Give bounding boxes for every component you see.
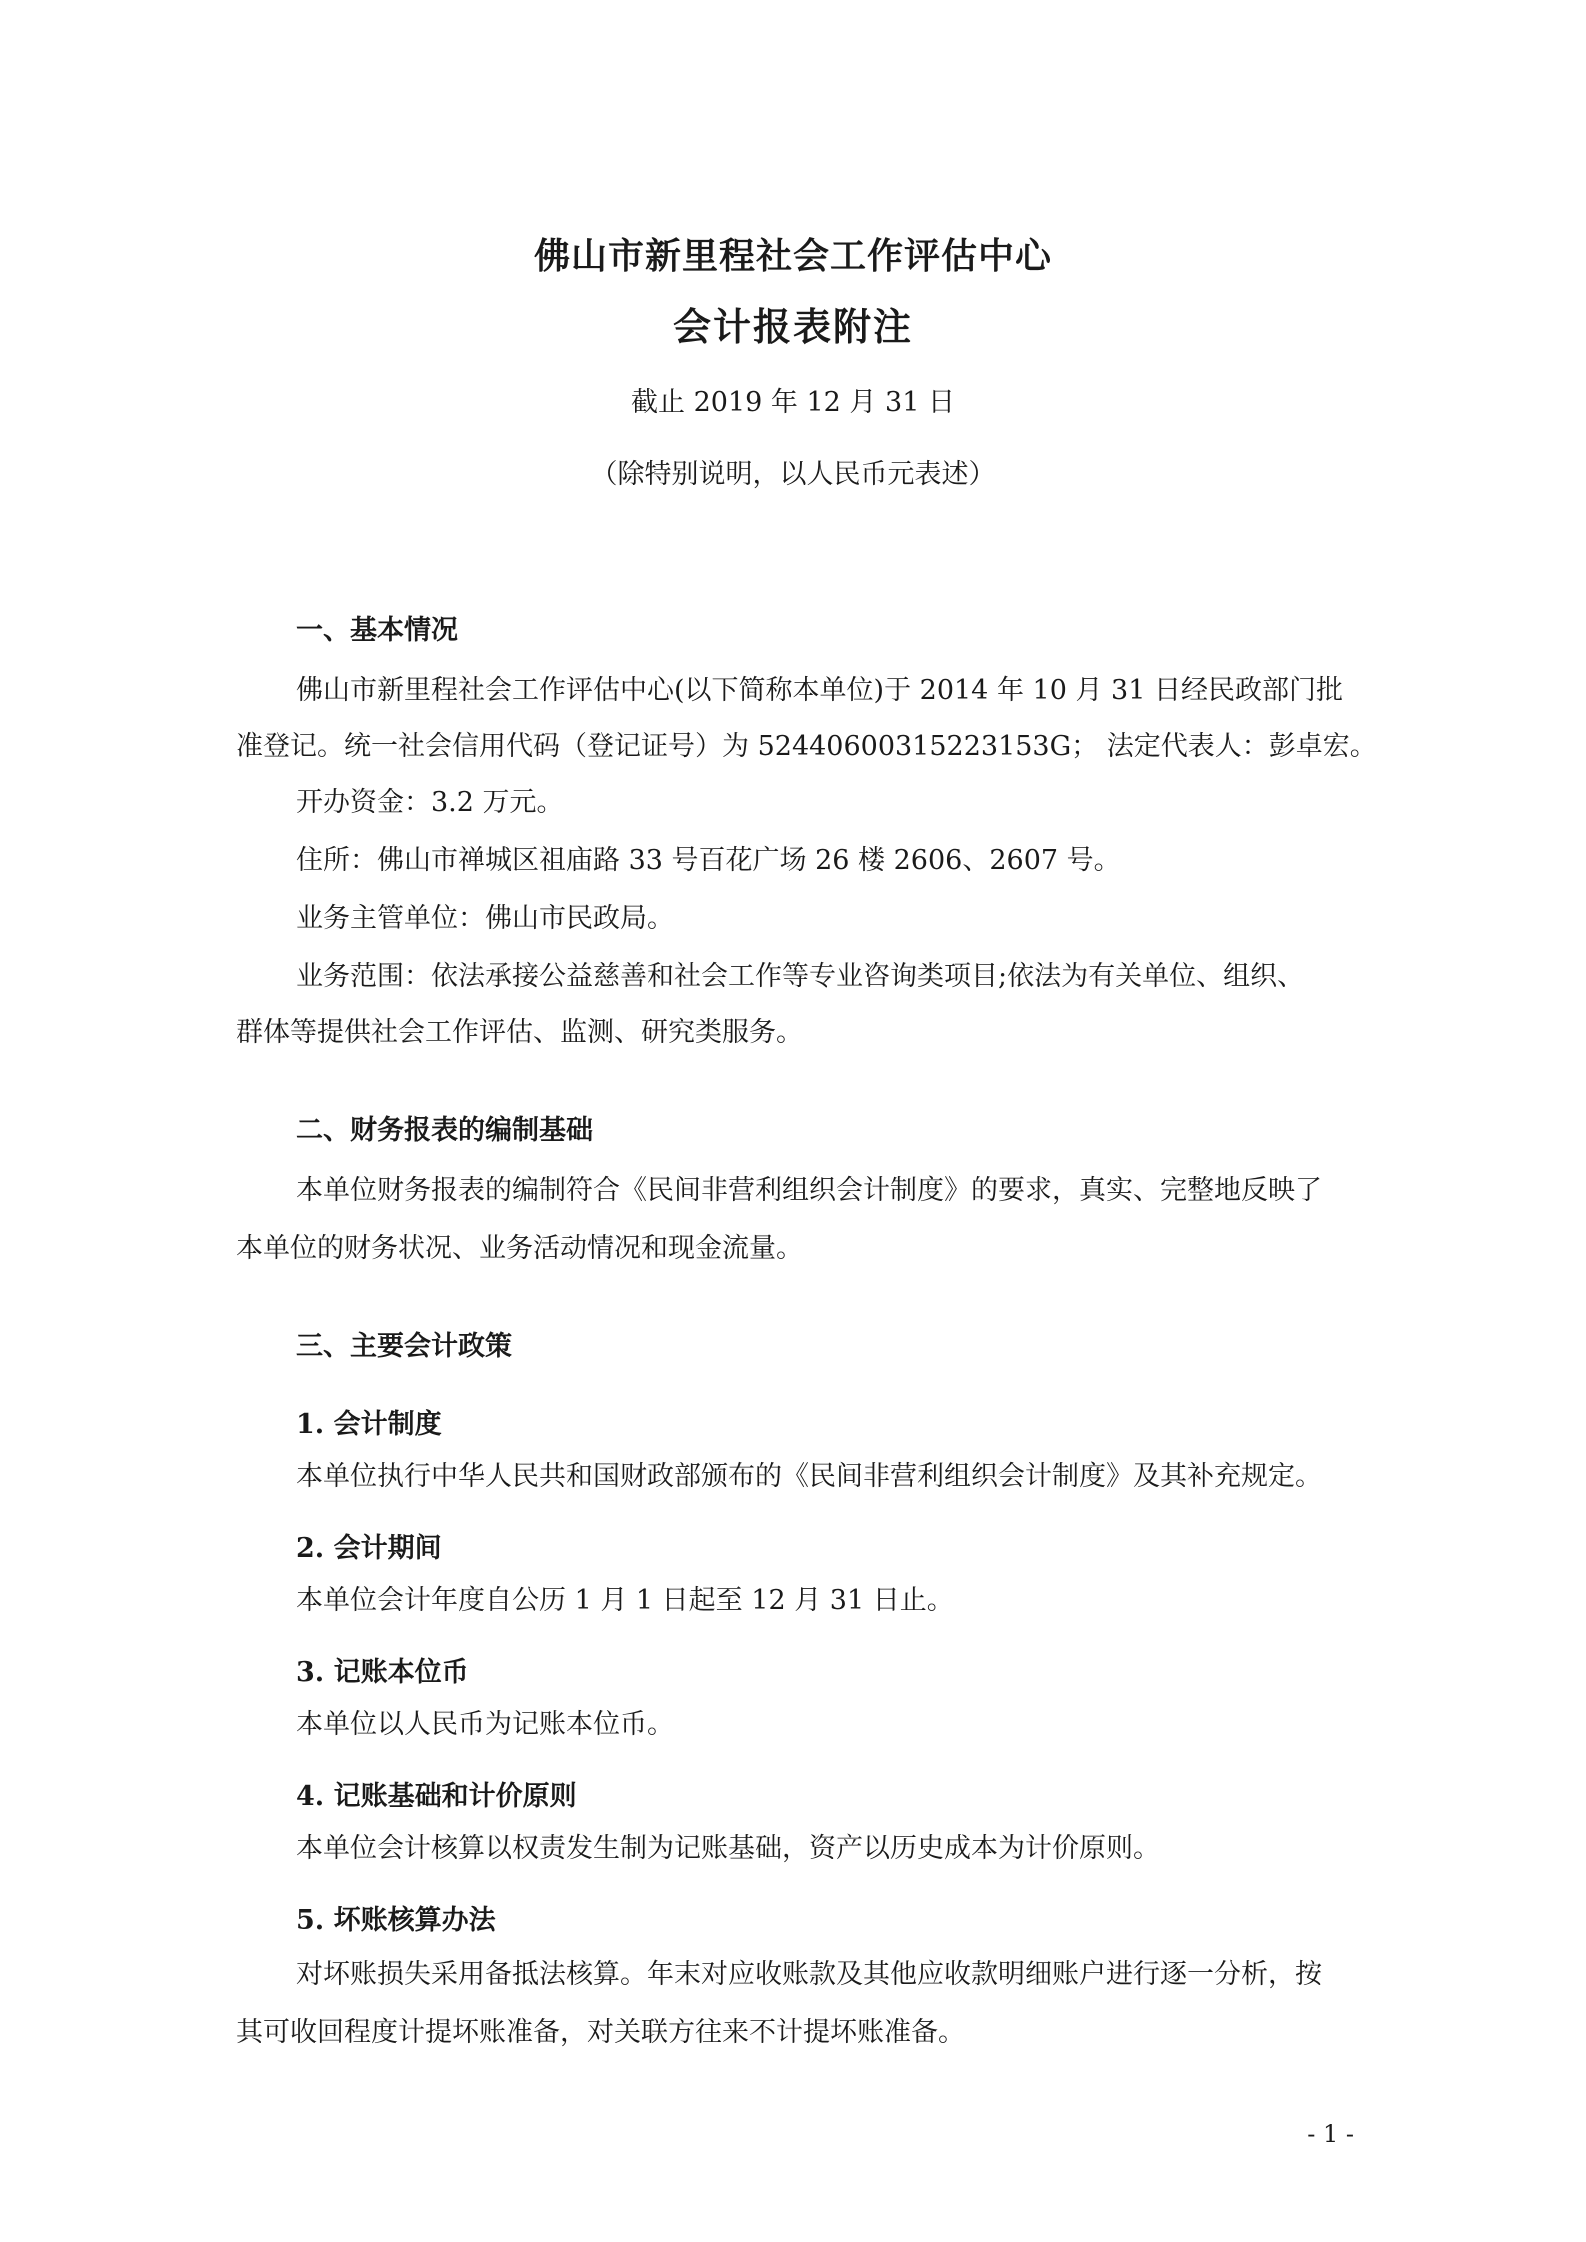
supervisor-line: 业务主管单位：佛山市民政局。 (296, 903, 674, 934)
section-1-paragraph-line-2: 准登记。统一社会信用代码（登记证号）为 52440600315223153G； 法定代表人：彭卓宏。 (236, 731, 1377, 762)
section-1-paragraph-line-1: 佛山市新里程社会工作评估中心(以下简称本单位)于 2014 年 10 月 31 日经民政部门批 (296, 675, 1343, 706)
policy-4-title: 4. 记账基础和计价原则 (296, 1781, 577, 1812)
date-line: 截止 2019 年 12 月 31 日 (631, 387, 955, 418)
scope-line-1: 业务范围：依法承接公益慈善和社会工作等专业咨询类项目;依法为有关单位、组织、 (296, 961, 1305, 992)
section-2-paragraph-line-1: 本单位财务报表的编制符合《民间非营利组织会计制度》的要求，真实、完整地反映了 (296, 1175, 1322, 1206)
policy-3-text: 本单位以人民币为记账本位币。 (296, 1709, 674, 1740)
org-name-title: 佛山市新里程社会工作评估中心 (533, 235, 1052, 277)
policy-3-title: 3. 记账本位币 (296, 1657, 469, 1688)
policy-5-text-line-2: 其可收回程度计提坏账准备，对关联方往来不计提坏账准备。 (236, 2017, 965, 2048)
document-title: 会计报表附注 (672, 304, 913, 349)
policy-1-title: 1. 会计制度 (296, 1409, 442, 1440)
section-3-heading: 三、主要会计政策 (296, 1331, 512, 1362)
capital-line: 开办资金：3.2 万元。 (296, 787, 564, 818)
policy-2-text: 本单位会计年度自公历 1 月 1 日起至 12 月 31 日止。 (296, 1585, 954, 1616)
policy-5-text-line-1: 对坏账损失采用备抵法核算。年末对应收账款及其他应收款明细账户进行逐一分析，按 (296, 1959, 1322, 1990)
scope-line-2: 群体等提供社会工作评估、监测、研究类服务。 (236, 1017, 803, 1048)
policy-2-title: 2. 会计期间 (296, 1533, 442, 1564)
currency-note: （除特别说明，以人民币元表述） (590, 459, 996, 490)
page-number: - 1 - (1307, 2120, 1354, 2148)
section-1-heading: 一、基本情况 (296, 615, 458, 646)
section-2-paragraph-line-2: 本单位的财务状况、业务活动情况和现金流量。 (236, 1233, 803, 1264)
policy-4-text: 本单位会计核算以权责发生制为记账基础，资产以历史成本为计价原则。 (296, 1833, 1160, 1864)
policy-5-title: 5. 坏账核算办法 (296, 1905, 496, 1936)
address-line: 住所：佛山市禅城区祖庙路 33 号百花广场 26 楼 2606、2607 号。 (296, 845, 1121, 876)
section-2-heading: 二、财务报表的编制基础 (296, 1115, 593, 1146)
policy-1-text: 本单位执行中华人民共和国财政部颁布的《民间非营利组织会计制度》及其补充规定。 (296, 1461, 1322, 1492)
